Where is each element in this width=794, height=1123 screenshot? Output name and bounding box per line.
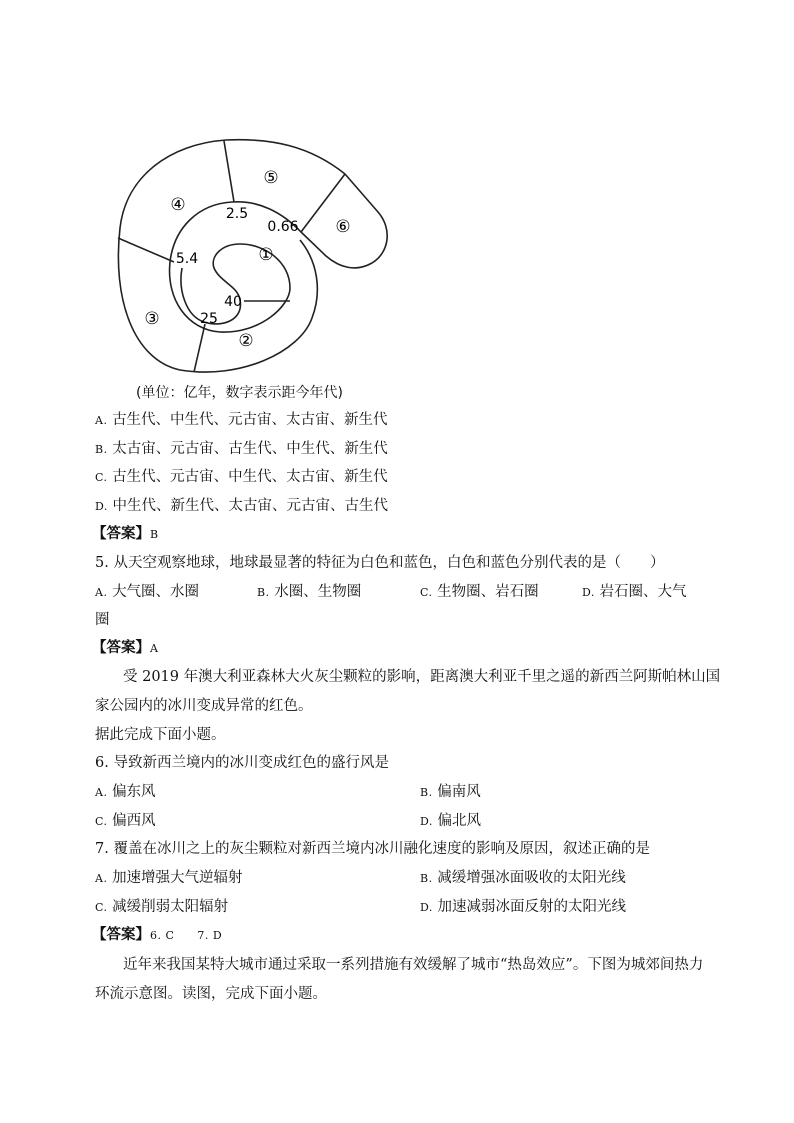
option-text: 偏南风: [437, 784, 481, 800]
era-boundary-2-3: [194, 324, 205, 372]
q4-option-a: [95, 410, 388, 431]
q4-option-d: [95, 496, 388, 517]
option-text: 大气圈、水圈: [112, 584, 200, 600]
option-letter: D.: [420, 901, 433, 914]
q7-option-c: [95, 897, 228, 918]
q5-option-c: [420, 582, 539, 603]
passage2-line2: 环流示意图。读图，完成下面小题。: [95, 986, 327, 1002]
geologic-time-spiral-diagram: [110, 135, 400, 375]
passage1-line3: 据此完成下面小题。: [95, 727, 226, 743]
option-letter: A.: [95, 872, 108, 885]
era-label-3: ③: [144, 309, 160, 329]
option-letter: D.: [420, 815, 433, 828]
option-text: 减缓增强冰面吸收的太阳光线: [437, 870, 626, 886]
q7-option-d: [420, 897, 626, 918]
q6-stem: 6. 导致新西兰境内的冰川变成红色的盛行风是: [95, 755, 389, 771]
q7-option-a: [95, 868, 243, 889]
q5-answer: [92, 638, 158, 659]
passage2-line1: 近年来我国某特大城市通过采取一系列措施有效缓解了城市“热岛效应”。下图为城郊间热力: [123, 957, 704, 973]
answer-label: 【答案】: [92, 525, 150, 542]
figure-caption: (单位：亿年，数字表示距今年代): [136, 385, 343, 401]
option-text: 减缓削弱太阳辐射: [112, 899, 229, 915]
option-text: 岩石圈、大气: [599, 584, 687, 600]
answer-label: 【答案】: [92, 639, 150, 656]
option-text: 中生代、新生代、太古宙、元古宙、古生代: [112, 498, 389, 514]
age-label-25: 25: [200, 311, 218, 327]
era-label-2: ②: [238, 331, 254, 351]
q6-7-answer: [92, 925, 222, 946]
option-letter: C.: [95, 815, 108, 828]
option-text: 古生代、中生代、元古宙、太古宙、新生代: [112, 412, 388, 428]
option-text: 加速减弱冰面反射的太阳光线: [437, 899, 627, 915]
q4-option-b: [95, 439, 388, 460]
era-label-6: ⑥: [335, 217, 351, 237]
option-letter: A.: [95, 786, 108, 799]
answer-label: 【答案】: [92, 926, 150, 943]
option-text: 加速增强大气逆辐射: [112, 870, 243, 886]
age-label-5-4: 5.4: [175, 251, 199, 267]
answer-value: 6. C 7. D: [150, 929, 223, 942]
option-letter: B.: [420, 786, 433, 799]
q6-option-c: [95, 811, 156, 832]
q4-answer: [92, 524, 159, 545]
answer-value: B: [150, 528, 159, 541]
age-label-2-5: 2.5: [225, 206, 249, 222]
q5-option-d: [582, 582, 687, 603]
q7-option-b: [420, 868, 626, 889]
q5-option-b: [257, 582, 361, 603]
option-text: 古生代、元古宙、中生代、太古宙、新生代: [112, 469, 388, 485]
era-label-5: ⑤: [263, 168, 279, 188]
option-letter: C.: [420, 586, 433, 599]
q5-option-d-wrap: 圈: [95, 612, 110, 628]
q6-option-b: [420, 782, 481, 803]
option-text: 偏东风: [112, 784, 156, 800]
option-text: 太古宙、元古宙、古生代、中生代、新生代: [112, 441, 388, 457]
option-letter: B.: [420, 872, 433, 885]
age-label-40: 40: [224, 294, 242, 310]
passage1-line2: 家公园内的冰川变成异常的红色。: [95, 698, 313, 714]
option-text: 偏西风: [112, 813, 156, 829]
option-text: 生物圈、岩石圈: [437, 584, 539, 600]
option-letter: C.: [95, 471, 108, 484]
option-letter: D.: [95, 500, 108, 513]
era-label-1: ①: [258, 245, 274, 265]
q6-option-d: [420, 811, 481, 832]
option-letter: B.: [257, 586, 270, 599]
passage1-line1: 受 2019 年澳大利亚森林大火灰尘颗粒的影响，距离澳大利亚千里之遥的新西兰阿斯帕林山国: [123, 669, 721, 685]
era-boundary-4-5: [224, 141, 234, 202]
q6-option-a: [95, 782, 156, 803]
option-letter: D.: [582, 586, 595, 599]
q5-option-a: [95, 582, 199, 603]
q7-stem: 7. 覆盖在冰川之上的灰尘颗粒对新西兰境内冰川融化速度的影响及原因，叙述正确的是: [95, 841, 650, 857]
era-boundary-3-4: [118, 238, 174, 262]
option-letter: C.: [95, 901, 108, 914]
option-text: 偏北风: [437, 813, 482, 829]
option-letter: A.: [95, 414, 108, 427]
option-letter: B.: [95, 443, 108, 456]
era-label-4: ④: [170, 195, 186, 215]
q4-option-c: [95, 467, 388, 488]
option-letter: A.: [95, 586, 108, 599]
answer-value: A: [150, 642, 159, 655]
q5-stem: 5. 从天空观察地球，地球最显著的特征为白色和蓝色，白色和蓝色分别代表的是（ ）: [95, 555, 665, 571]
age-label-0-66: 0.66: [267, 219, 299, 235]
option-text: 水圈、生物圈: [274, 584, 362, 600]
